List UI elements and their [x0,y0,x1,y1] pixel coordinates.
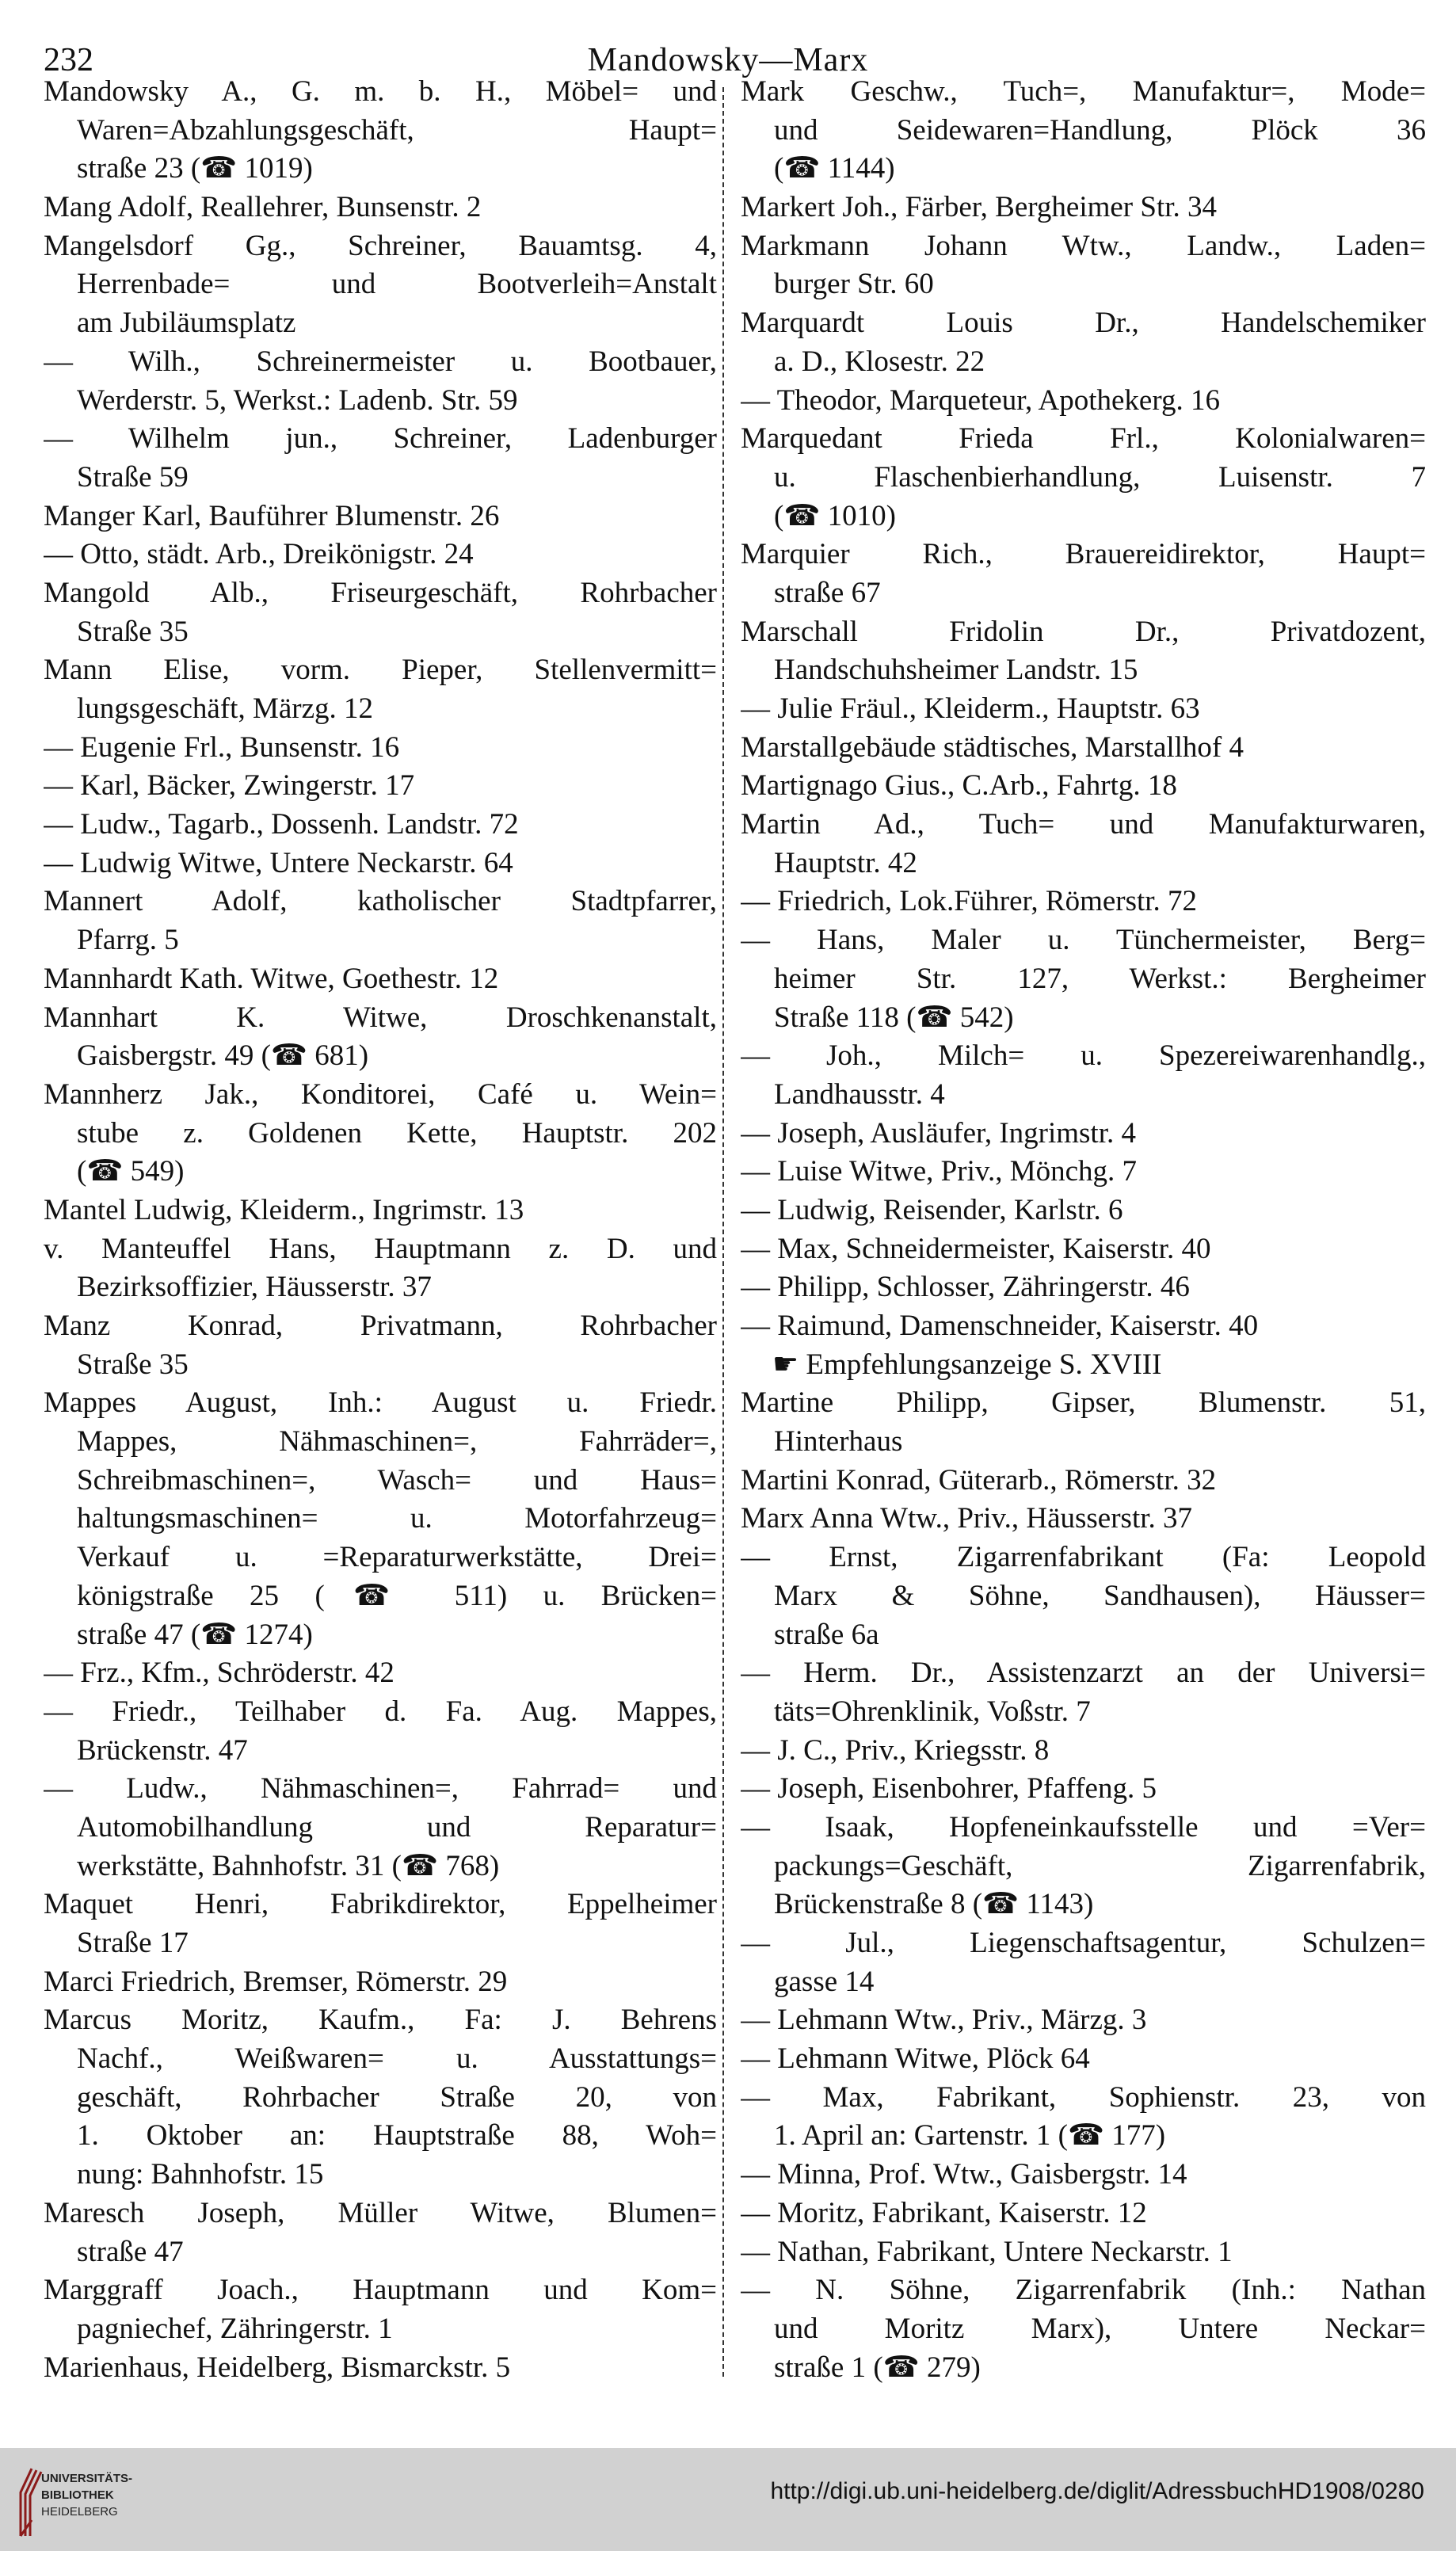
directory-entry [741,2040,1426,2079]
directory-entry [741,729,1426,768]
entry-continuation-line: Schreibmaschinen=, Wasch= und Haus= [77,1463,717,1497]
entry-continuation-line: burger Str. 60 [774,268,934,301]
entry-continuation-line: Werderstr. 5, Werkst.: Ladenb. Str. 59 [77,383,518,417]
directory-entry [44,498,717,536]
entry-line: — Theodor, Marqueteur, Apothekerg. 16 [741,383,1221,417]
entry-line: v. Manteuffel Hans, Hauptmann z. D. und [44,1232,717,1265]
directory-entry [44,2271,717,2348]
running-title: Mandowsky—Marx [587,42,869,78]
entry-continuation-line: packungs=Geschäft, Zigarrenfabrik, [774,1849,1426,1882]
directory-entry [44,189,717,227]
entry-line: — Herm. Dr., Assistenzarzt an der Universi= [741,1657,1426,1690]
entry-line: — Max, Fabrikant, Sophienstr. 23, von [741,2080,1426,2114]
entry-line: — Eugenie Frl., Bunsenstr. 16 [44,730,400,764]
entry-line: — Isaak, Hopfeneinkaufsstelle und =Ver= [741,1810,1426,1844]
entry-continuation-line: straße 47 [77,2235,184,2268]
entry-line: — Frz., Kfm., Schröderstr. 42 [44,1657,394,1690]
entry-continuation-line: (☎ 1010) [774,499,896,532]
entry-line: Mangelsdorf Gg., Schreiner, Bauamtsg. 4, [44,229,717,262]
entry-line: — Hans, Maler u. Tünchermeister, Berg= [741,924,1426,957]
directory-entry [741,189,1426,227]
directory-entry [44,767,717,806]
left-column [44,73,717,2387]
entry-line: — Wilh., Schreinermeister u. Bootbauer, [44,345,717,378]
entry-line: Marcus Moritz, Kaufm., Fa: J. Behrens [44,2004,717,2037]
directory-entry [741,1924,1426,2001]
entry-line: Manger Karl, Bauführer Blumenstr. 26 [44,499,500,532]
entry-line: — Max, Schneidermeister, Kaiserstr. 40 [741,1232,1211,1265]
entry-line: Marschall Fridolin Dr., Privatdozent, [741,615,1426,648]
right-column [741,73,1426,2387]
directory-entry [741,1384,1426,1461]
directory-entry [741,304,1426,381]
entry-continuation-line: (☎ 1144) [774,152,895,185]
directory-entry [741,1770,1426,1809]
directory-entry [44,1770,717,1886]
entry-line: — N. Söhne, Zigarrenfabrik (Inh.: Nathan [741,2274,1426,2307]
entry-line: Marx Anna Wtw., Priv., Häusserstr. 37 [741,1502,1193,1535]
entry-continuation-line: Bezirksoffizier, Häusserstr. 37 [77,1271,432,1304]
entry-line: Marci Friedrich, Bremser, Römerstr. 29 [44,1965,508,1998]
entry-line: Martini Konrad, Güterarb., Römerstr. 32 [741,1463,1217,1497]
directory-entry [44,1886,717,1962]
footer-band [0,2448,1456,2551]
page-number: 232 [44,42,93,78]
directory-entry [741,767,1426,806]
source-url[interactable]: http://digi.ub.uni-heidelberg.de/diglit/AdressbuchHD1908/0280 [770,2478,1424,2504]
entry-continuation-line: Nachf., Weißwaren= u. Ausstattungs= [77,2042,717,2076]
entry-continuation-line: haltungsmaschinen= u. Motorfahrzeug= [77,1502,717,1535]
entry-line: — Lehmann Witwe, Plöck 64 [741,2042,1090,2076]
entry-line: — Raimund, Damenschneider, Kaiserstr. 40 [741,1310,1259,1342]
entry-line: Maresch Joseph, Müller Witwe, Blumen= [44,2196,717,2229]
entry-continuation-line: nung: Bahnhofstr. 15 [77,2158,324,2191]
entry-line: Marquier Rich., Brauereidirektor, Haupt= [741,538,1426,571]
entry-continuation-line: straße 67 [774,576,881,609]
entry-continuation-line: am Jubiläumsplatz [77,307,296,340]
entry-continuation-line: 1. Oktober an: Hauptstraße 88, Woh= [77,2119,717,2153]
entry-line: Marienhaus, Heidelberg, Bismarckstr. 5 [44,2351,511,2384]
entry-continuation-line: straße 1 (☎ 279) [774,2351,981,2384]
entry-continuation-line: lungsgeschäft, Märzg. 12 [77,692,374,725]
entry-continuation-line: a. D., Klosestr. 22 [774,345,985,378]
entry-line: Martignago Gius., C.Arb., Fahrtg. 18 [741,769,1177,803]
entry-line: — Lehmann Wtw., Priv., Märzg. 3 [741,2004,1147,2037]
entry-line: Maquet Henri, Fabrikdirektor, Eppelheimer [44,1888,717,1921]
directory-entry [741,2194,1426,2233]
directory-entry [741,1809,1426,1924]
entry-line: Mannert Adolf, katholischer Stadtpfarrer, [44,885,717,918]
entry-line: — Ernst, Zigarrenfabrikant (Fa: Leopold [741,1541,1426,1574]
entry-line: — Ludw., Nähmaschinen=, Fahrrad= und [44,1772,717,1806]
entry-line: Martin Ad., Tuch= und Manufakturwaren, [741,808,1426,841]
directory-entry [44,2194,717,2271]
directory-entry [741,73,1426,189]
directory-entry [44,1307,717,1384]
directory-entry [741,382,1426,421]
entry-line: Martine Philipp, Gipser, Blumenstr. 51, [741,1386,1426,1420]
directory-entry [741,1346,1426,1385]
entry-continuation-line: Straße 59 [77,460,189,494]
entry-continuation-line: u. Flaschenbierhandlung, Luisenstr. 7 [774,460,1426,494]
entry-line: — Wilhelm jun., Schreiner, Ladenburger [44,422,717,456]
directory-entry [44,227,717,343]
directory-entry [741,613,1426,690]
directory-entry [44,536,717,574]
entry-line: Mantel Ludwig, Kleiderm., Ingrimstr. 13 [44,1193,524,1226]
entry-line: — Nathan, Fabrikant, Untere Neckarstr. 1 [741,2235,1233,2268]
directory-entry [741,1307,1426,1346]
library-logo-text [41,2470,132,2520]
entry-continuation-line: gasse 14 [774,1965,875,1998]
entry-line: — Friedrich, Lok.Führer, Römerstr. 72 [741,885,1198,918]
entry-line: — Luise Witwe, Priv., Mönchg. 7 [741,1155,1138,1188]
directory-entry [44,806,717,845]
entry-continuation-line: und Seidewaren=Handlung, Plöck 36 [774,113,1426,147]
entry-continuation-line: pagniechef, Zähringerstr. 1 [77,2312,393,2345]
entry-continuation-line: 1. April an: Gartenstr. 1 (☎ 177) [774,2119,1166,2153]
entry-continuation-line: täts=Ohrenklinik, Voßstr. 7 [774,1695,1091,1728]
entry-line: — Joseph, Ausläufer, Ingrimstr. 4 [741,1116,1136,1150]
directory-entry [44,960,717,999]
entry-continuation-line: Verkauf u. =Reparaturwerkstätte, Drei= [77,1541,717,1574]
entry-continuation-line: Brückenstraße 8 (☎ 1143) [774,1888,1094,1921]
directory-entry [44,1230,717,1307]
directory-entry [44,574,717,651]
entry-line: Mann Elise, vorm. Pieper, Stellenvermitt= [44,654,717,687]
logo-line: UNIVERSITÄTS- [41,2472,133,2485]
entry-line: — J. C., Priv., Kriegsstr. 8 [741,1733,1050,1767]
entry-continuation-line: Pfarrg. 5 [77,924,179,957]
directory-entry [44,73,717,189]
directory-entry [44,729,717,768]
directory-entry [44,651,717,728]
directory-entry [741,1500,1426,1539]
directory-entry [741,2233,1426,2272]
directory-entry [741,883,1426,921]
directory-entry [741,690,1426,729]
directory-entry [44,1963,717,2002]
directory-entry [741,806,1426,883]
directory-entry [44,883,717,959]
directory-entry [44,1192,717,1230]
directory-entry [741,1115,1426,1153]
entry-line: — Moritz, Fabrikant, Kaiserstr. 12 [741,2196,1147,2229]
entry-continuation-line: straße 23 (☎ 1019) [77,152,313,185]
directory-entry [44,2349,717,2388]
entry-continuation-line: Hinterhaus [774,1425,903,1459]
cross-reference-note: ☛ Empfehlungsanzeige S. XVIII [772,1348,1162,1381]
entry-continuation-line: werkstätte, Bahnhofstr. 31 (☎ 768) [77,1849,500,1882]
entry-line: — Friedr., Teilhaber d. Fa. Aug. Mappes, [44,1695,717,1728]
directory-entry [741,1037,1426,1114]
entry-continuation-line: Gaisbergstr. 49 (☎ 681) [77,1039,369,1073]
entry-line: Marquedant Frieda Frl., Kolonialwaren= [741,422,1426,456]
directory-entry [44,1693,717,1770]
column-divider [722,87,724,2377]
entry-continuation-line: königstraße 25 (☎ 511) u. Brücken= [77,1579,717,1612]
entry-continuation-line: stube z. Goldenen Kette, Hauptstr. 202 [77,1116,717,1150]
entry-line: Marquardt Louis Dr., Handelschemiker [741,307,1426,340]
entry-continuation-line: heimer Str. 127, Werkst.: Bergheimer [774,962,1426,995]
directory-entry [741,921,1426,1037]
directory-entry [44,999,717,1076]
directory-entry [741,1462,1426,1500]
entry-line: Markert Joh., Färber, Bergheimer Str. 34 [741,191,1218,224]
entry-line: Mang Adolf, Reallehrer, Bunsenstr. 2 [44,191,482,224]
entry-line: — Ludwig, Reisender, Karlstr. 6 [741,1193,1123,1226]
directory-entry [44,845,717,883]
entry-continuation-line: Automobilhandlung und Reparatur= [77,1810,717,1844]
entry-continuation-line: Straße 35 [77,615,189,648]
entry-continuation-line: und Moritz Marx), Untere Neckar= [774,2312,1426,2345]
directory-entry [741,1192,1426,1230]
directory-entry [741,420,1426,536]
directory-entry [44,343,717,420]
directory-entry [741,227,1426,304]
directory-entry [44,420,717,497]
entry-line: — Ludw., Tagarb., Dossenh. Landstr. 72 [44,808,519,841]
entry-line: Mannhardt Kath. Witwe, Goethestr. 12 [44,962,499,995]
entry-line: Mannherz Jak., Konditorei, Café u. Wein= [44,1077,717,1111]
entry-line: Mandowsky A., G. m. b. H., Möbel= und [44,75,717,108]
entry-continuation-line: straße 47 (☎ 1274) [77,1618,313,1651]
entry-continuation-line: Straße 118 (☎ 542) [774,1001,1014,1034]
entry-line: Mark Geschw., Tuch=, Manufaktur=, Mode= [741,75,1426,108]
entry-line: — Julie Fräul., Kleiderm., Hauptstr. 63 [741,692,1200,725]
entry-continuation-line: straße 6a [774,1618,879,1651]
directory-entry [741,1230,1426,1269]
entry-line: — Otto, städt. Arb., Dreikönigstr. 24 [44,538,474,571]
entry-continuation-line: Waren=Abzahlungsgeschäft, Haupt= [77,113,717,147]
entry-line: Manz Konrad, Privatmann, Rohrbacher [44,1310,717,1342]
entry-line: — Ludwig Witwe, Untere Neckarstr. 64 [44,846,513,879]
entry-continuation-line: geschäft, Rohrbacher Straße 20, von [77,2080,717,2114]
directory-entry [741,536,1426,612]
entry-line: — Philipp, Schlosser, Zähringerstr. 46 [741,1271,1190,1304]
directory-entry [44,1384,717,1654]
entry-line: Marstallgebäude städtisches, Marstallhof 4 [741,730,1244,764]
entry-line: Markmann Johann Wtw., Landw., Laden= [741,229,1426,262]
logo-line: BIBLIOTHEK [41,2488,114,2502]
entry-continuation-line: Handschuhsheimer Landstr. 15 [774,654,1138,687]
entry-continuation-line: Landhausstr. 4 [774,1077,945,1111]
entry-line: — Minna, Prof. Wtw., Gaisbergstr. 14 [741,2158,1187,2191]
directory-entry [741,2001,1426,2040]
entry-continuation-line: Brückenstr. 47 [77,1733,248,1767]
directory-entry [44,2001,717,2194]
entry-continuation-line: Straße 17 [77,1927,189,1959]
entry-continuation-line: Marx & Söhne, Sandhausen), Häusser= [774,1579,1426,1612]
entry-line: — Joseph, Eisenbohrer, Pfaffeng. 5 [741,1772,1157,1806]
entry-continuation-line: (☎ 549) [77,1155,185,1188]
directory-entry [741,2271,1426,2387]
entry-line: Mappes August, Inh.: August u. Friedr. [44,1386,717,1420]
entry-continuation-line: Hauptstr. 42 [774,846,917,879]
logo-line: HEIDELBERG [41,2505,118,2519]
entry-line: Marggraff Joach., Hauptmann und Kom= [44,2274,717,2307]
directory-entry [741,1732,1426,1771]
directory-entry [44,1654,717,1693]
directory-entry [741,1654,1426,1731]
directory-entry [741,2079,1426,2156]
entry-continuation-line: Mappes, Nähmaschinen=, Fahrräder=, [77,1425,717,1459]
directory-entry [741,1153,1426,1192]
entry-line: Mangold Alb., Friseurgeschäft, Rohrbacher [44,576,717,609]
directory-entry [44,1076,717,1192]
entry-line: — Jul., Liegenschaftsagentur, Schulzen= [741,1927,1426,1959]
entry-line: Mannhart K. Witwe, Droschkenanstalt, [44,1001,717,1034]
directory-entry [741,1268,1426,1307]
entry-line: — Joh., Milch= u. Spezereiwarenhandlg., [741,1039,1426,1073]
entry-continuation-line: Herrenbade= und Bootverleih=Anstalt [77,268,717,301]
entry-line: — Karl, Bäcker, Zwingerstr. 17 [44,769,415,803]
directory-entry [741,1539,1426,1654]
directory-entry [741,2156,1426,2194]
entry-continuation-line: Straße 35 [77,1348,189,1381]
